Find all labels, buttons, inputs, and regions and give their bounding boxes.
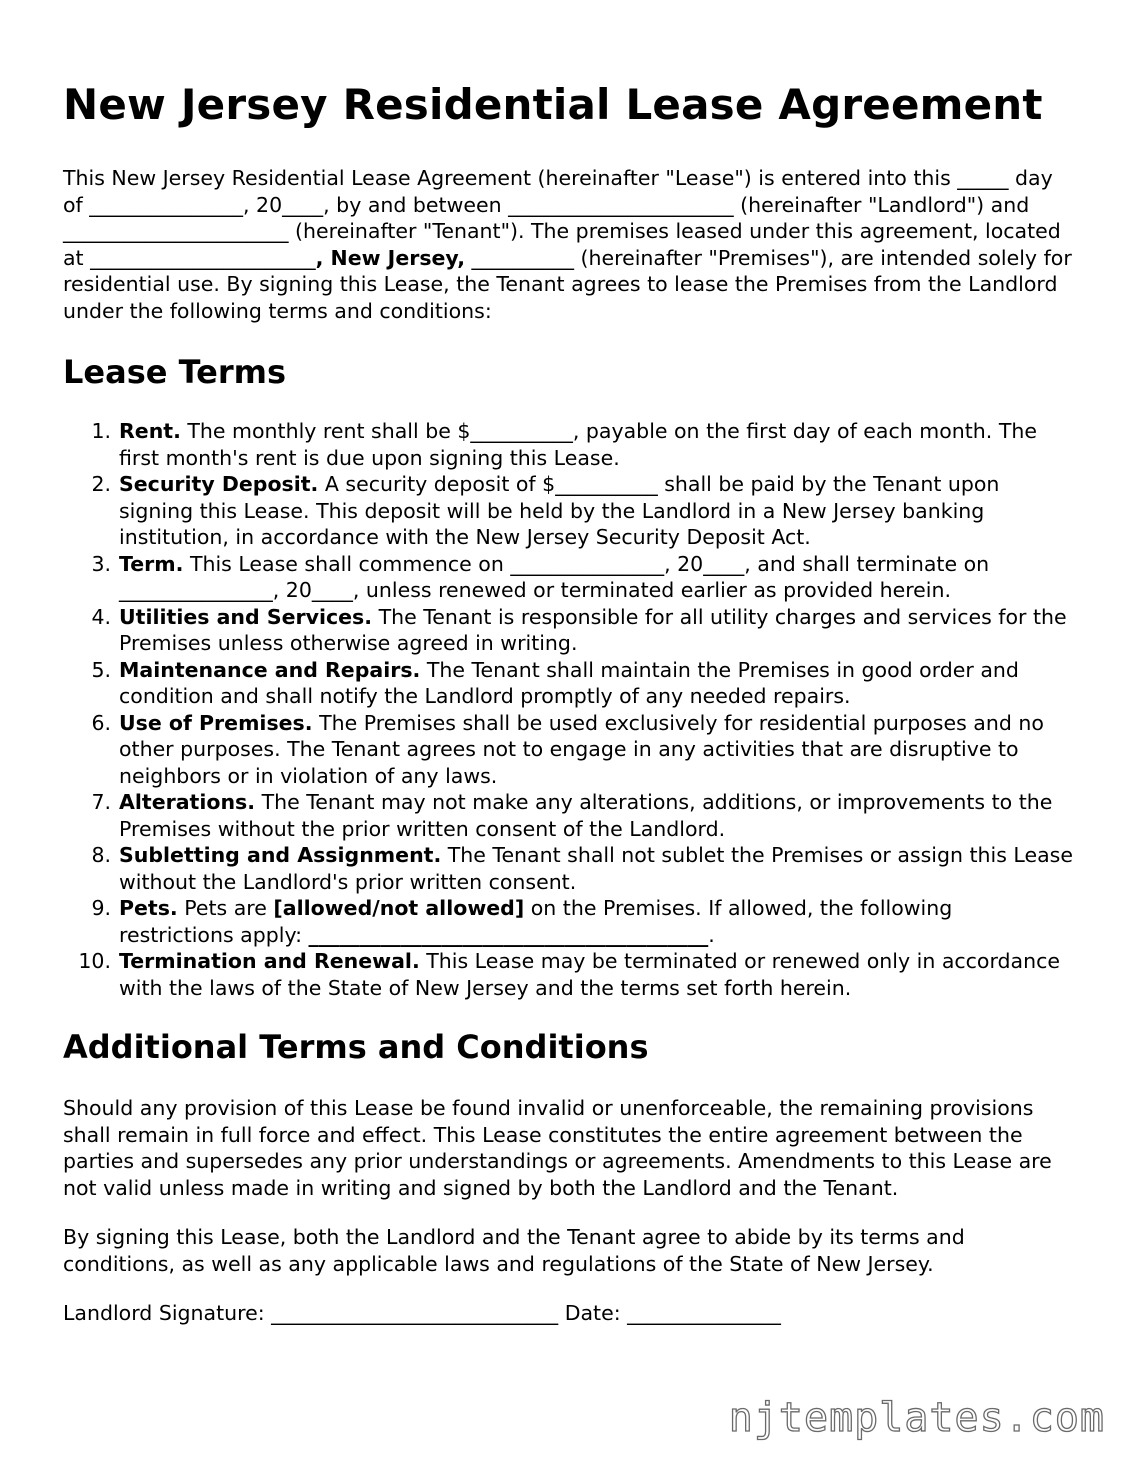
term-item-term — [63, 551, 1073, 604]
term-title: Termination and Renewal. — [119, 949, 420, 973]
term-title: Rent. — [119, 419, 181, 443]
landlord-signature-label: Landlord Signature: — [63, 1301, 265, 1325]
intro-bold-location: , New Jersey, — [315, 245, 465, 270]
term-text: The Premises shall be used exclusively for residential purposes and no other purposes. The Tenant agrees not to engage in any activities that are disruptive to neighbors or in violation of any laws. — [119, 710, 1044, 788]
term-number: 9. — [91, 896, 111, 920]
term-text-after: on the Premises. If allowed, the following restrictions apply: — [119, 896, 953, 947]
landlord-signature-line — [63, 1300, 1073, 1327]
agreement-paragraph: By signing this Lease, both the Landlord and the Tenant agree to abide by its terms and conditions, as well as any applicable laws and regulations of the State of New Jersey. — [63, 1225, 965, 1276]
intro-text-2: __________ (hereinafter "Premises"), are intended solely for residential use. By signing this Lease, the Tenant agrees to lease the Premises from the Landlord under the following terms and conditions: — [63, 245, 1072, 323]
term-title: Pets. — [119, 896, 178, 920]
term-item-use-of-premises — [63, 710, 1073, 790]
term-text: A security deposit of $__________ shall be paid by the Tenant upon signing this Lease. This deposit will be held by the Landlord in a New Jersey banking institution, in accordance with the New Jersey Security Deposit Act. — [119, 472, 1000, 549]
term-item-alterations — [63, 789, 1073, 842]
term-title: Security Deposit. — [119, 472, 319, 496]
term-item-rent — [63, 418, 1073, 471]
term-item-security-deposit — [63, 471, 1073, 551]
term-text: The Tenant may not make any alterations, additions, or improvements to the Premises without the prior written consent of the Landlord. — [119, 790, 1053, 841]
term-item-maintenance — [63, 657, 1073, 710]
term-number: 2. — [91, 472, 111, 496]
term-number: 6. — [91, 710, 111, 735]
term-number: 4. — [91, 604, 111, 629]
term-text: The Tenant shall maintain the Premises in good order and condition and shall notify the Landlord promptly of any needed repairs. — [119, 657, 1019, 708]
term-item-termination — [63, 948, 1073, 1001]
term-number: 8. — [91, 843, 111, 867]
pets-restrictions-blank: _______________________________________ — [308, 922, 709, 947]
term-item-utilities — [63, 604, 1073, 657]
term-title: Subletting and Assignment. — [119, 843, 442, 867]
term-text-end: . — [708, 922, 715, 947]
term-text: This Lease shall commence on _______________, 20____, and shall terminate on _______________, 20____, unless renewed or terminated earlier as provided herein. — [119, 551, 990, 602]
date-blank: _______________ — [627, 1301, 781, 1325]
term-number: 3. — [91, 551, 111, 576]
document-title: New Jersey Residential Lease Agreement — [63, 80, 1043, 129]
term-number: 1. — [91, 419, 111, 443]
term-item-subletting — [63, 842, 1073, 895]
term-text: The monthly rent shall be $__________, payable on the first day of each month. The first month's rent is due upon signing this Lease. — [119, 419, 1037, 470]
additional-terms-heading: Additional Terms and Conditions — [63, 1028, 649, 1066]
term-text: The Tenant shall not sublet the Premises or assign this Lease without the Landlord's prior written consent. — [119, 843, 1073, 894]
landlord-signature-blank: ____________________________ — [271, 1301, 559, 1325]
term-text: This Lease may be terminated or renewed only in accordance with the laws of the State of New Jersey and the terms set forth herein. — [119, 949, 1060, 1000]
term-text: The Tenant is responsible for all utility charges and services for the Premises unless otherwise agreed in writing. — [119, 604, 1067, 655]
term-number: 10. — [78, 949, 111, 973]
term-number: 7. — [91, 790, 111, 814]
term-title: Alterations. — [119, 790, 256, 814]
pets-allowed-choice: [allowed/not allowed] — [273, 896, 525, 920]
intro-text-1: This New Jersey Residential Lease Agreement (hereinafter "Lease") is entered into this _____ day of _______________, 20____, by and between ______________________ (hereinafter "Landlord") and ______________________ (hereinafter "Tenant"). The premises leased under this agreement, located at ______________________ — [63, 166, 1061, 270]
lease-terms-list — [63, 418, 1073, 1001]
term-text: Pets are — [177, 896, 274, 920]
term-title: Term. — [119, 551, 184, 576]
watermark-logo: njtemplates.com — [728, 1395, 1105, 1441]
term-title: Maintenance and Repairs. — [119, 657, 421, 682]
term-title: Utilities and Services. — [119, 604, 373, 629]
date-label: Date: — [564, 1301, 621, 1325]
term-item-pets — [63, 895, 1073, 948]
document-page — [63, 78, 1073, 1327]
term-title: Use of Premises. — [119, 710, 313, 735]
lease-terms-heading: Lease Terms — [63, 353, 287, 391]
intro-paragraph — [63, 165, 1073, 324]
severability-paragraph: Should any provision of this Lease be found invalid or unenforceable, the remaining provisions shall remain in full force and effect. This Lease constitutes the entire agreement between the parties and supersedes any prior understandings or agreements. Amendments to this Lease are not valid unless made in writing and signed by both the Landlord and the Tenant. — [63, 1096, 1052, 1200]
term-number: 5. — [91, 657, 111, 682]
